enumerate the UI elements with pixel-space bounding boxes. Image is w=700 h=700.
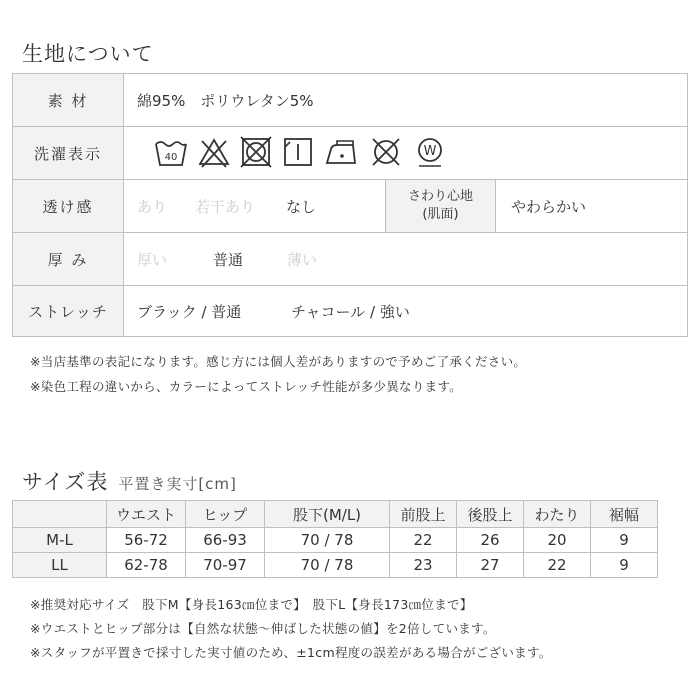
thickness-label: 厚 み — [13, 233, 124, 285]
material-row — [13, 74, 687, 127]
touch-label — [385, 180, 496, 232]
size-table — [12, 500, 658, 578]
stretch-value-black: ブラック / 普通 — [137, 302, 242, 321]
table-cell: 62-78 — [107, 553, 186, 578]
table-cell: 27 — [457, 553, 524, 578]
material-label: 素 材 — [13, 74, 124, 126]
size-header-corner — [13, 501, 107, 528]
table-cell: 23 — [390, 553, 457, 578]
table-cell: 66-93 — [186, 528, 265, 553]
stretch-label: ストレッチ — [13, 286, 124, 336]
fabric-note-1: ※当店基準の表記になります。感じ方には個人差がありますので予めご了承ください。 — [30, 354, 527, 369]
fabric-table — [12, 73, 688, 337]
table-cell: 22 — [390, 528, 457, 553]
table-cell: 70-97 — [186, 553, 265, 578]
care-label: 洗濯表示 — [13, 127, 124, 179]
table-row — [13, 553, 658, 578]
size-note-2: ※ウエストとヒップ部分は【自然な状態～伸ばした状態の値】を2倍しています。 — [30, 621, 496, 636]
sheer-option-1: あり — [137, 197, 168, 216]
size-header-hip: ヒップ — [186, 501, 265, 528]
size-table-header — [13, 501, 658, 528]
sheer-option-3-selected: なし — [286, 197, 317, 216]
table-cell: 56-72 — [107, 528, 186, 553]
thickness-option-3: 薄い — [287, 250, 318, 269]
wash-40-icon — [153, 135, 189, 169]
table-cell: 26 — [457, 528, 524, 553]
wet-clean-icon — [413, 135, 447, 169]
thickness-option-1: 厚い — [137, 250, 168, 269]
size-label: LL — [13, 553, 107, 578]
size-section-title — [22, 466, 237, 496]
iron-low-icon — [323, 135, 361, 169]
size-label: M-L — [13, 528, 107, 553]
sheer-label: 透け感 — [13, 180, 124, 232]
size-note-3: ※スタッフが平置きで採寸した実寸値のため、±1cm程度の誤差がある場合がございます。 — [30, 645, 552, 660]
thickness-option-2-selected: 普通 — [213, 250, 244, 269]
stretch-value-charcoal: チャコール / 強い — [291, 302, 410, 321]
wet-clean-letter: W — [423, 144, 437, 159]
wash-temp-label: 40 — [164, 152, 178, 163]
size-title-sub: 平置き実寸[cm] — [118, 475, 237, 493]
touch-label-line2: (肌面) — [422, 207, 459, 222]
no-bleach-icon — [197, 135, 231, 169]
no-tumble-dry-icon — [239, 135, 273, 169]
table-row — [13, 528, 658, 553]
table-cell: 70 / 78 — [265, 528, 390, 553]
sheer-row — [13, 180, 687, 233]
fabric-section-title: 生地について — [22, 42, 154, 66]
table-cell: 9 — [591, 528, 658, 553]
size-header-hem: 裾幅 — [591, 501, 658, 528]
size-header-back-rise: 後股上 — [457, 501, 524, 528]
size-header-waist: ウエスト — [107, 501, 186, 528]
fabric-note-2: ※染色工程の違いから、カラーによってストレッチ性能が多少異なります。 — [30, 379, 463, 394]
no-dry-clean-icon — [369, 135, 403, 169]
stretch-row — [13, 286, 687, 336]
size-header-inseam: 股下(M/L) — [265, 501, 390, 528]
table-cell: 70 / 78 — [265, 553, 390, 578]
size-header-thigh: わたり — [524, 501, 591, 528]
line-dry-icon — [281, 135, 315, 169]
table-cell: 22 — [524, 553, 591, 578]
size-note-1: ※推奨対応サイズ 股下M【身長163㎝位まで】 股下L【身長173㎝位まで】 — [30, 597, 473, 612]
touch-label-line1: さわり心地 — [407, 189, 473, 204]
table-cell: 20 — [524, 528, 591, 553]
sheer-option-2: 若干あり — [195, 197, 256, 216]
care-row — [13, 127, 687, 180]
touch-value: やわらかい — [511, 197, 587, 216]
thickness-row — [13, 233, 687, 286]
table-cell: 9 — [591, 553, 658, 578]
size-title-main: サイズ表 — [22, 470, 109, 494]
size-header-front-rise: 前股上 — [390, 501, 457, 528]
material-value: 綿95% ポリウレタン5% — [137, 91, 314, 110]
